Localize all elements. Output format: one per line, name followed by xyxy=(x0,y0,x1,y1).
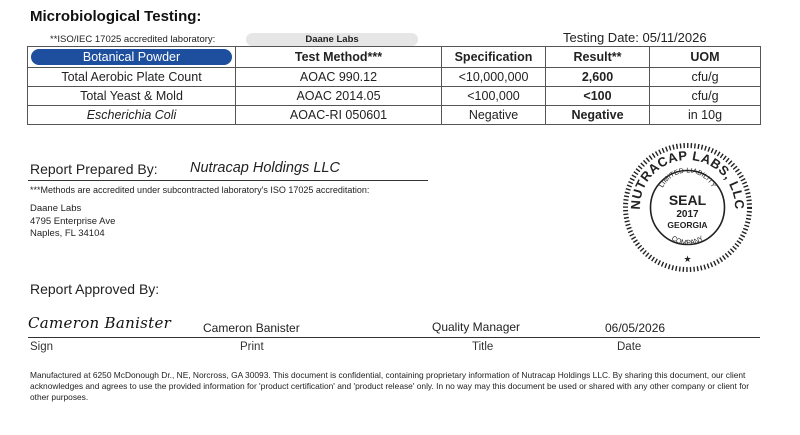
seal-state: GEORGIA xyxy=(667,220,708,230)
divider xyxy=(28,180,428,181)
cell-uom: in 10g xyxy=(650,106,761,125)
table-row xyxy=(28,87,761,106)
cell-result: Negative xyxy=(546,106,650,125)
header-spec: Specification xyxy=(442,47,546,68)
cell-result: 2,600 xyxy=(546,68,650,87)
header-uom: UOM xyxy=(650,47,761,68)
company-seal xyxy=(620,140,755,280)
seal-year: 2017 xyxy=(676,209,699,220)
seal-inner-text: LIMITED LIABILITY xyxy=(658,167,717,190)
cell-uom: cfu/g xyxy=(650,87,761,106)
cell-spec: <100,000 xyxy=(442,87,546,106)
methods-note: ***Methods are accredited under subcontracted laboratory's ISO 17025 accreditation: xyxy=(30,185,370,195)
cell-uom: cfu/g xyxy=(650,68,761,87)
table-row xyxy=(28,68,761,87)
header-product xyxy=(28,47,236,68)
approved-by-label: Report Approved By: xyxy=(30,281,160,297)
cell-method: AOAC-RI 050601 xyxy=(236,106,442,125)
testing-date: Testing Date: 05/11/2026 xyxy=(563,30,707,45)
header-method: Test Method*** xyxy=(236,47,442,68)
date-label: Date xyxy=(617,341,642,353)
table-header-row xyxy=(28,47,761,68)
lab-address xyxy=(30,203,115,241)
sign-label: Sign xyxy=(30,341,54,353)
cell-method: AOAC 2014.05 xyxy=(236,87,442,106)
address-line: 4795 Enterprise Ave xyxy=(30,215,116,227)
lab-name-badge: Daane Labs xyxy=(246,33,418,46)
approver-print-name: Cameron Banister xyxy=(203,321,300,335)
signature: Cameron Banister xyxy=(28,314,172,332)
page-title: Microbiological Testing: xyxy=(30,8,202,25)
cell-test: Escherichia Coli xyxy=(28,106,236,125)
footer-disclaimer: Manufactured at 6250 McDonough Dr., NE, Norcross, GA 30093. This document is confidential, containing proprietary information of Nutracap Holdings LLC. By sharing this document, our client acknowledges and agrees to use the provided information for 'product certification' and 'product release' only. In no way may this document be used or shared with any other company or client for other purposes. xyxy=(30,370,749,402)
approver-title: Quality Manager xyxy=(432,320,521,334)
prepared-by-label: Report Prepared By: xyxy=(30,161,158,177)
cell-result: <100 xyxy=(546,87,650,106)
svg-text:LIMITED LIABILITY xyxy=(658,167,717,189)
seal-bottom-text: COMPANY xyxy=(670,235,705,247)
prepared-by-name: Nutracap Holdings LLC xyxy=(190,160,340,176)
cell-method: AOAC 990.12 xyxy=(236,68,442,87)
cell-spec: <10,000,000 xyxy=(442,68,546,87)
address-line: Daane Labs xyxy=(30,203,82,214)
title-label: Title xyxy=(472,341,494,353)
cell-test: Total Aerobic Plate Count xyxy=(28,68,236,87)
iso-label: **ISO/IEC 17025 accredited laboratory: xyxy=(50,34,216,45)
svg-text:COMPANY xyxy=(670,235,705,247)
seal-center-text: SEAL xyxy=(668,192,707,208)
signature-line xyxy=(28,337,760,338)
cell-test: Total Yeast & Mold xyxy=(28,87,236,106)
address-line: Naples, FL 34104 xyxy=(30,228,105,239)
product-pill: Botanical Powder xyxy=(31,49,232,65)
cell-spec: Negative xyxy=(442,106,546,125)
print-label: Print xyxy=(240,341,264,353)
star-icon: ★ xyxy=(683,255,692,265)
table-row xyxy=(28,106,761,125)
results-table xyxy=(27,46,761,125)
seal-outer-text: NUTRACAP LABS, LLC xyxy=(627,147,748,210)
approval-date: 06/05/2026 xyxy=(605,321,666,335)
header-result: Result** xyxy=(546,47,650,68)
